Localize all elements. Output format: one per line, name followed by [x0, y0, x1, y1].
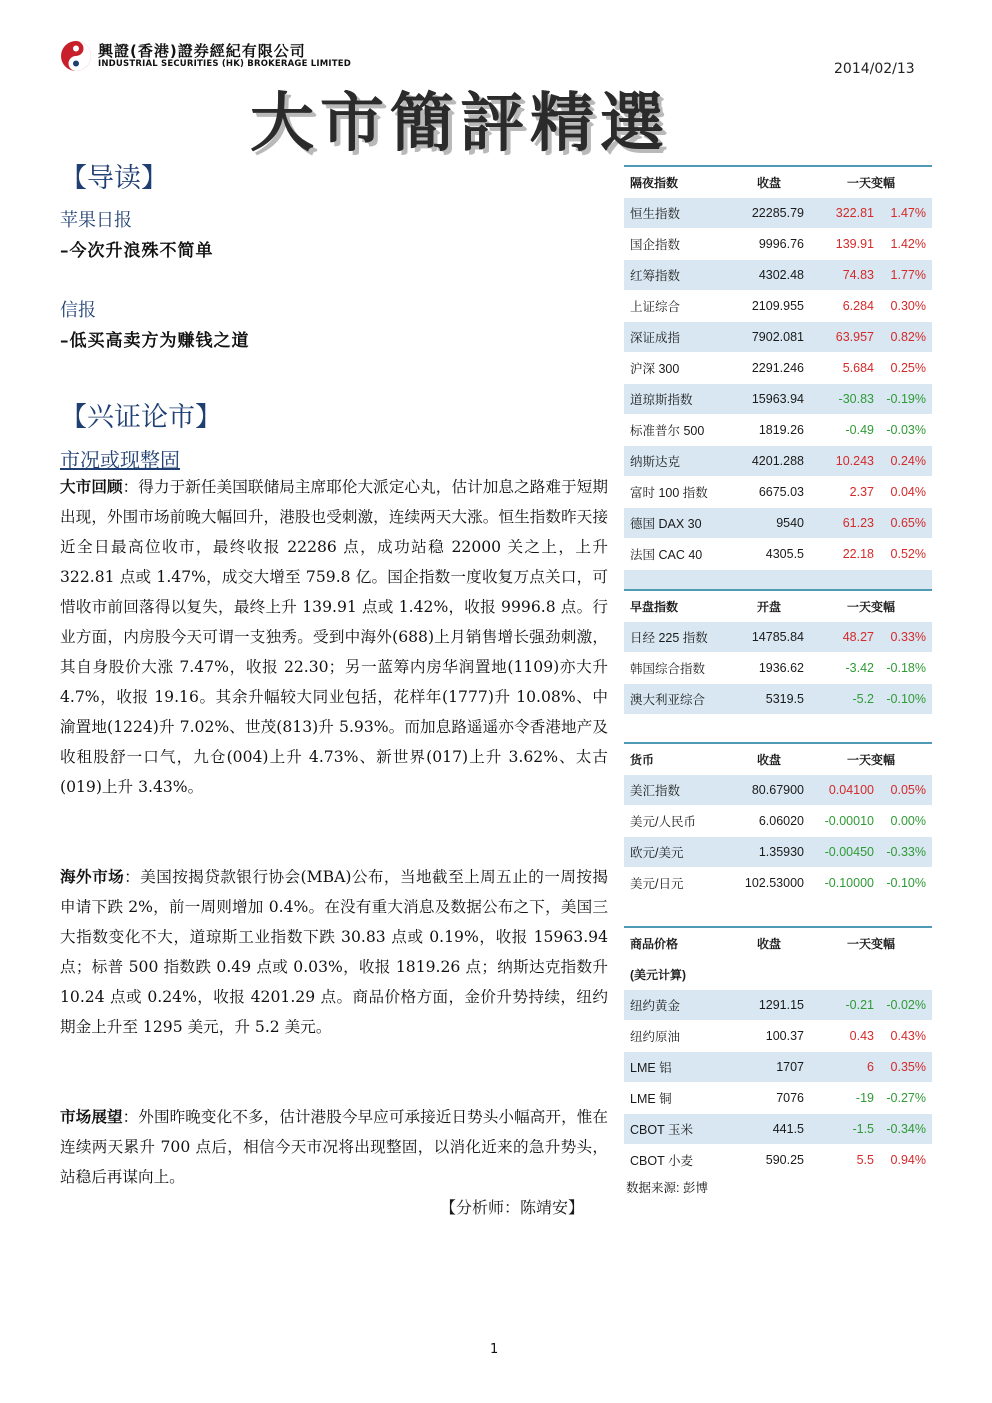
row-change: 5.5	[810, 1145, 880, 1176]
paragraph-body: ：得力于新任美国联储局主席耶伦大派定心丸，估计加息之路难于短期出现，外围市场前晚大幅回升，港股也受刺激，连续两天大涨。恒生指数昨天接近全日最高位收市，最终收报 22286 点，成功站稳 22000 关之上，上升 322.81 点或 1.47%，成交大增至 759.8 亿。国企指数一度收复万点关口，可惜收市前回落得以复失，最终上升 139.91 点或 1.42%，收报 9996.8 点。行业方面，内房股今天可谓一支独秀。受到中海外(688)上月销售增长强劲刺激，其自身股价大涨 7.47%，收报 22.30；另一蓝筹内房华润置地(1109)亦大升 4.7%，收报 19.16。其余升幅较大同业包括，花样年(1777)升 10.08%、中渝置地(1224)升 7.02%、世茂(813)升 5.93%。而加息路遥遥亦令香港地产及收租股舒一口气，九仓(004)上升 4.73%、新世界(017)上升 3.62%、太古(019)上升 3.43%。	[60, 478, 608, 796]
row-name: 上证综合	[624, 291, 728, 322]
row-change: -19	[810, 1083, 880, 1114]
row-close-value: 1.35930	[728, 837, 810, 868]
row-change-percent: -0.02%	[880, 990, 932, 1021]
row-change-percent: 0.35%	[880, 1052, 932, 1083]
row-change-percent: 0.94%	[880, 1145, 932, 1176]
row-change: -0.00010	[810, 806, 880, 837]
row-name: 法国 CAC 40	[624, 539, 728, 570]
row-close-value: 1819.26	[728, 415, 810, 446]
page-title: 大市簡評精選	[250, 87, 670, 161]
row-name: 德国 DAX 30	[624, 508, 728, 539]
table-header: 一天变幅	[810, 166, 932, 198]
row-close-value: 6675.03	[728, 477, 810, 508]
overnight-index-table	[624, 165, 932, 601]
data-source-note: 数据来源: 彭博	[626, 1181, 708, 1195]
table-row	[624, 775, 932, 806]
row-name: 美元/日元	[624, 868, 728, 899]
paragraph-lead: 市场展望	[60, 1107, 123, 1126]
row-change: 6	[810, 1052, 880, 1083]
row-change: 22.18	[810, 539, 880, 570]
row-change-percent: -0.18%	[880, 653, 932, 684]
row-change: -0.00450	[810, 837, 880, 868]
table-row	[624, 198, 932, 229]
row-close-value: 9540	[728, 508, 810, 539]
guide-source-2: 信报	[60, 300, 96, 321]
table-row	[624, 622, 932, 653]
row-name: 日经 225 指数	[624, 622, 728, 653]
row-change-percent: 0.25%	[880, 353, 932, 384]
row-name: 富时 100 指数	[624, 477, 728, 508]
row-change-percent: 0.30%	[880, 291, 932, 322]
row-change-percent: 1.47%	[880, 198, 932, 229]
guide-headline-1: –今次升浪殊不简单	[60, 241, 214, 261]
paragraph-body: ：外围昨晚变化不多，估计港股今早应可承接近日势头小幅高开，惟在连续两天累升 700 点后，相信今天市况将出现整固，以消化近来的急升势头，站稳后再谋向上。	[60, 1108, 608, 1186]
row-close-value: 9996.76	[728, 229, 810, 260]
table-row	[624, 1145, 932, 1176]
row-close-value: 102.53000	[728, 868, 810, 899]
commentary-heading: 【兴证论市】	[60, 402, 222, 433]
company-name-cn: 興證(香港)證券經紀有限公司	[98, 42, 306, 60]
row-change-percent: 1.77%	[880, 260, 932, 291]
report-date: 2014/02/13	[834, 61, 915, 77]
row-close-value: 2291.246	[728, 353, 810, 384]
table-row	[624, 539, 932, 570]
overseas-market-paragraph	[60, 862, 608, 1042]
table-row	[624, 684, 932, 715]
table-row	[624, 229, 932, 260]
row-change-percent: -0.19%	[880, 384, 932, 415]
guide-source-1: 苹果日报	[60, 210, 132, 231]
row-change-percent: 1.42%	[880, 229, 932, 260]
row-name: CBOT 玉米	[624, 1114, 728, 1145]
row-name: 纽约黄金	[624, 990, 728, 1021]
analyst-credit: 【分析师：陈靖安】	[440, 1198, 585, 1217]
table-row	[624, 1021, 932, 1052]
row-name: 标准普尔 500	[624, 415, 728, 446]
table-header: 收盘	[728, 927, 810, 959]
row-close-value: 1707	[728, 1052, 810, 1083]
table-row	[624, 477, 932, 508]
row-name: 欧元/美元	[624, 837, 728, 868]
row-name: 红筹指数	[624, 260, 728, 291]
row-change: 139.91	[810, 229, 880, 260]
row-close-value: 4201.288	[728, 446, 810, 477]
row-name: 美元/人民币	[624, 806, 728, 837]
table-row	[624, 446, 932, 477]
row-close-value: 441.5	[728, 1114, 810, 1145]
row-close-value: 1936.62	[728, 653, 810, 684]
row-change-percent: 0.65%	[880, 508, 932, 539]
row-change-percent: -0.33%	[880, 837, 932, 868]
row-change-percent: 0.05%	[880, 775, 932, 806]
table-header: 一天变幅	[810, 927, 932, 959]
row-name: 国企指数	[624, 229, 728, 260]
currency-table	[624, 742, 932, 899]
row-name: 纽约原油	[624, 1021, 728, 1052]
row-name: 沪深 300	[624, 353, 728, 384]
row-change: -30.83	[810, 384, 880, 415]
table-row	[624, 1114, 932, 1145]
row-change: 2.37	[810, 477, 880, 508]
row-close-value: 15963.94	[728, 384, 810, 415]
commodity-table	[624, 926, 932, 1176]
row-name: 深证成指	[624, 322, 728, 353]
row-change-percent: 0.52%	[880, 539, 932, 570]
table-row	[624, 653, 932, 684]
table-row	[624, 384, 932, 415]
commentary-subtitle: 市况或现整固	[60, 448, 180, 472]
table-header: 收盘	[728, 743, 810, 775]
company-name-en: INDUSTRIAL SECURITIES (HK) BROKERAGE LIMITED	[98, 59, 352, 69]
table-header: 隔夜指数	[624, 166, 728, 198]
row-change: 63.957	[810, 322, 880, 353]
morning-index-table	[624, 589, 932, 715]
row-change: -5.2	[810, 684, 880, 715]
table-header: 收盘	[728, 166, 810, 198]
row-name: 恒生指数	[624, 198, 728, 229]
table-header: 商品价格	[624, 927, 728, 959]
row-close-value: 5319.5	[728, 684, 810, 715]
table-row	[624, 837, 932, 868]
table-row	[624, 868, 932, 899]
row-change: -1.5	[810, 1114, 880, 1145]
row-change: -0.10000	[810, 868, 880, 899]
row-change: 5.684	[810, 353, 880, 384]
row-name: 韩国综合指数	[624, 653, 728, 684]
row-name: 美汇指数	[624, 775, 728, 806]
table-row	[624, 990, 932, 1021]
row-change: 61.23	[810, 508, 880, 539]
row-change: -3.42	[810, 653, 880, 684]
row-change: 0.04100	[810, 775, 880, 806]
guide-headline-2: –低买高卖方为赚钱之道	[60, 331, 250, 351]
row-name: CBOT 小麦	[624, 1145, 728, 1176]
row-change-percent: 0.24%	[880, 446, 932, 477]
outlook-paragraph	[60, 1102, 608, 1192]
row-close-value: 14785.84	[728, 622, 810, 653]
table-row	[624, 1052, 932, 1083]
table-subheader: (美元计算)	[624, 959, 932, 990]
row-name: 澳大利亚综合	[624, 684, 728, 715]
table-row	[624, 260, 932, 291]
row-close-value: 7902.081	[728, 322, 810, 353]
table-header: 一天变幅	[810, 743, 932, 775]
row-name: LME 铜	[624, 1083, 728, 1114]
row-name: 道琼斯指数	[624, 384, 728, 415]
row-change-percent: 0.82%	[880, 322, 932, 353]
row-change-percent: -0.34%	[880, 1114, 932, 1145]
row-change: -0.21	[810, 990, 880, 1021]
table-row	[624, 1083, 932, 1114]
row-close-value: 1291.15	[728, 990, 810, 1021]
row-change-percent: -0.10%	[880, 684, 932, 715]
row-close-value: 80.67900	[728, 775, 810, 806]
paragraph-body: ：美国按揭贷款银行协会(MBA)公布，当地截至上周五止的一周按揭申请下跌 2%，前一周则增加 0.4%。在没有重大消息及数据公布之下，美国三大指数变化不大，道琼斯工业指数下跌 30.83 点或 0.19%，收报 15963.94 点；标普 500 指数跌 0.49 点或 0.03%，收报 1819.26 点；纳斯达克指数升 10.24 点或 0.24%，收报 4201.29 点。商品价格方面，金价升势持续，纽约期金上升至 1295 美元，升 5.2 美元。	[60, 868, 608, 1036]
row-change-percent: -0.27%	[880, 1083, 932, 1114]
row-name: 纳斯达克	[624, 446, 728, 477]
row-change-percent: 0.33%	[880, 622, 932, 653]
market-review-paragraph	[60, 472, 608, 802]
table-row	[624, 415, 932, 446]
row-change: -0.49	[810, 415, 880, 446]
table-row	[624, 353, 932, 384]
row-change-percent: 0.00%	[880, 806, 932, 837]
row-change: 6.284	[810, 291, 880, 322]
row-change: 322.81	[810, 198, 880, 229]
guide-heading: 【导读】	[60, 163, 168, 194]
row-change: 10.243	[810, 446, 880, 477]
page-number: 1	[490, 1342, 499, 1357]
row-change-percent: 0.04%	[880, 477, 932, 508]
row-change: 0.43	[810, 1021, 880, 1052]
table-row	[624, 291, 932, 322]
row-change-percent: 0.43%	[880, 1021, 932, 1052]
row-name: LME 铝	[624, 1052, 728, 1083]
table-header: 货币	[624, 743, 728, 775]
row-close-value: 7076	[728, 1083, 810, 1114]
company-logo-icon	[60, 40, 92, 72]
table-header: 开盘	[728, 590, 810, 622]
row-change: 74.83	[810, 260, 880, 291]
row-close-value: 6.06020	[728, 806, 810, 837]
company-logo	[60, 40, 360, 74]
row-close-value: 4302.48	[728, 260, 810, 291]
row-close-value: 100.37	[728, 1021, 810, 1052]
row-close-value: 4305.5	[728, 539, 810, 570]
row-change-percent: -0.10%	[880, 868, 932, 899]
paragraph-lead: 大市回顾	[60, 477, 123, 496]
table-row	[624, 322, 932, 353]
row-close-value: 22285.79	[728, 198, 810, 229]
table-row	[624, 508, 932, 539]
table-row	[624, 806, 932, 837]
row-change-percent: -0.03%	[880, 415, 932, 446]
table-header: 早盘指数	[624, 590, 728, 622]
row-change: 48.27	[810, 622, 880, 653]
paragraph-lead: 海外市场	[60, 867, 125, 886]
table-header: 一天变幅	[810, 590, 932, 622]
row-close-value: 590.25	[728, 1145, 810, 1176]
row-close-value: 2109.955	[728, 291, 810, 322]
